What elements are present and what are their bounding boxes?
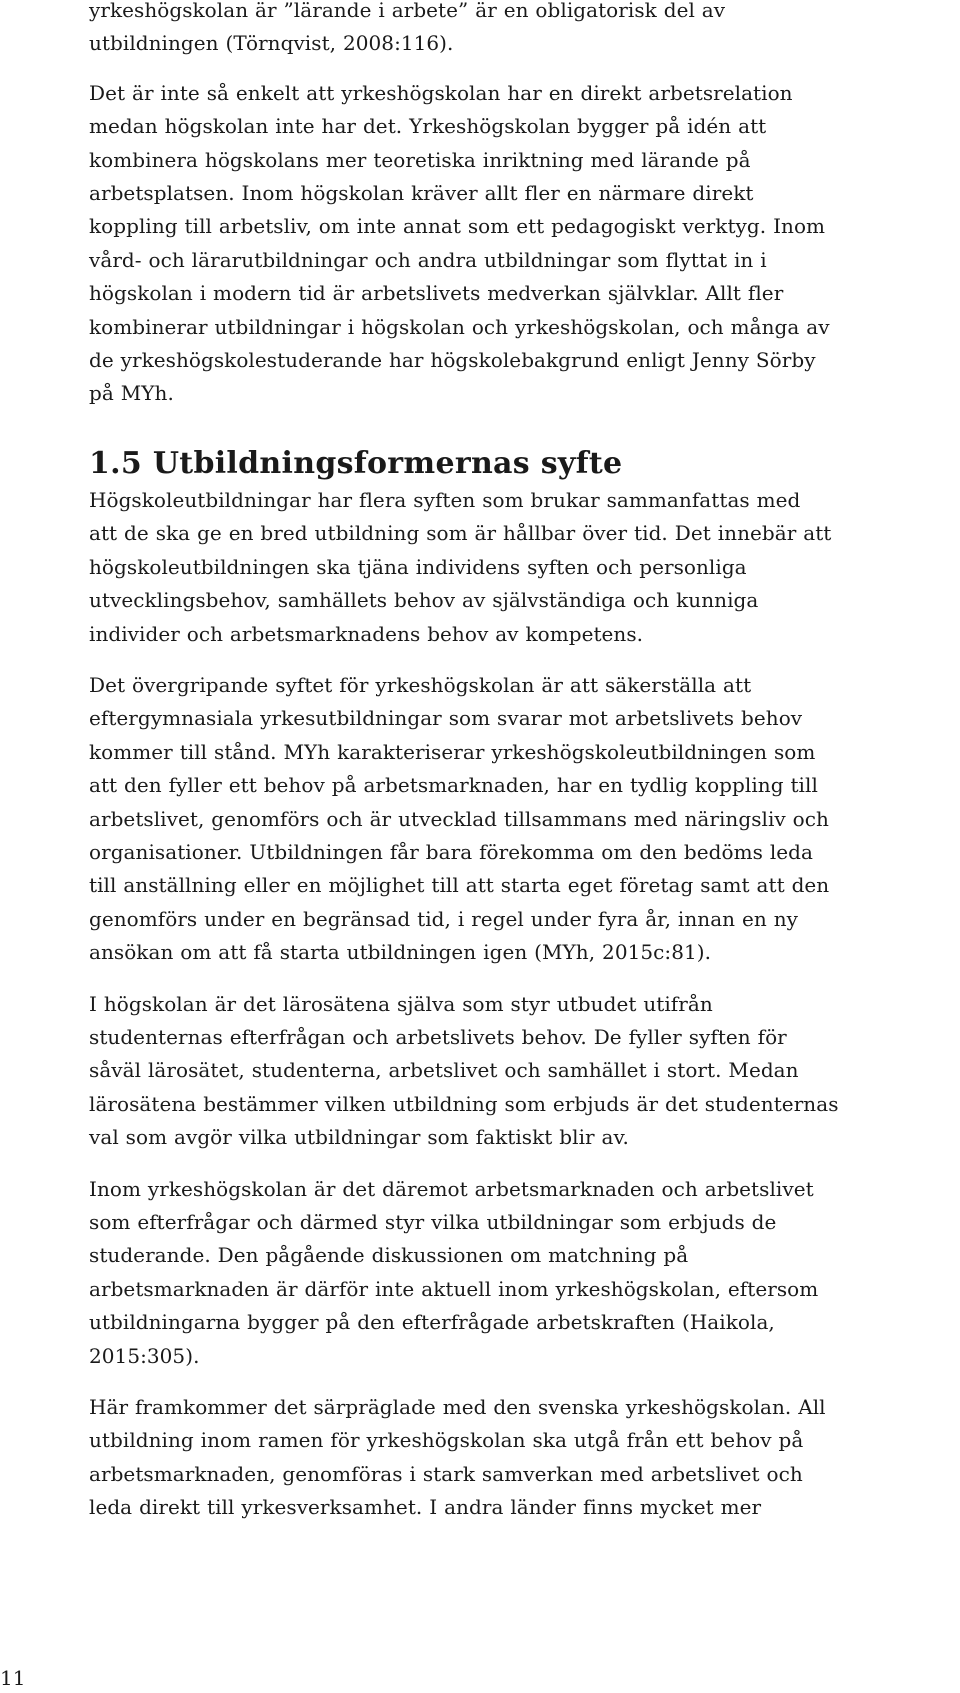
text-column [89, 0, 889, 1525]
text-line: såväl lärosätet, studenterna, arbetslivet och samhället i stort. Medan [89, 1058, 799, 1083]
text-line: I högskolan är det lärosätena själva som styr utbudet utifrån [89, 991, 713, 1016]
paragraph-yh-purpose [89, 669, 889, 970]
text-line: utbildningen (Törnqvist, 2008:116). [89, 31, 454, 56]
paragraph-university-purpose [89, 484, 889, 651]
text-line: Inom yrkeshögskolan är det däremot arbetsmarknaden och arbetslivet [89, 1176, 814, 1201]
text-line: ansökan om att få starta utbildningen igen (MYh, 2015c:81). [89, 940, 711, 965]
paragraph-swedish-distinctive [89, 1391, 889, 1525]
text-line: utvecklingsbehov, samhällets behov av självständiga och kunniga [89, 588, 759, 613]
paragraph-university-supply [89, 988, 889, 1155]
text-line: genomförs under en begränsad tid, i regel under fyra år, innan en ny [89, 906, 799, 931]
text-line: att den fyller ett behov på arbetsmarknaden, har en tydlig koppling till [89, 773, 818, 798]
text-line: lärosätena bestämmer vilken utbildning som erbjuds är det studenternas [89, 1091, 839, 1116]
paragraph-intro-continuation [89, 0, 889, 61]
text-line: som efterfrågar och därmed styr vilka utbildningar som erbjuds de [89, 1210, 777, 1234]
text-line: Det är inte så enkelt att yrkeshögskolan har en direkt arbetsrelation [89, 80, 793, 105]
text-line: på MYh. [89, 381, 174, 406]
text-line: medan högskolan inte har det. Yrkeshögskolan bygger på idén att [89, 114, 767, 139]
paragraph-yh-demand [89, 1173, 889, 1373]
text-line: leda direkt till yrkesverksamhet. I andra länder finns mycket mer [89, 1495, 762, 1520]
text-line: yrkeshögskolan är ”lärande i arbete” är en obligatorisk del av [89, 0, 726, 22]
paragraph-work-relation [89, 77, 889, 411]
text-line: val som avgör vilka utbildningar som faktiskt blir av. [89, 1125, 629, 1150]
text-line: högskoleutbildningen ska tjäna individens syften och personliga [89, 554, 747, 579]
text-line: att de ska ge en bred utbildning som är hållbar över tid. Det innebär att [89, 521, 832, 546]
page-number: 11 [0, 1666, 26, 1690]
text-line: Högskoleutbildningar har flera syften som brukar sammanfattas med [89, 487, 801, 512]
text-line: högskolan i modern tid är arbetslivets medverkan självklar. Allt fler [89, 281, 784, 306]
text-line: organisationer. Utbildningen får bara förekomma om den bedöms leda [89, 839, 813, 864]
section-heading: 1.5 Utbildningsformernas syfte [89, 445, 623, 481]
text-line: till anställning eller en möjlighet till att starta eget företag samt att den [89, 873, 830, 898]
text-line: arbetsmarknaden, genomföras i stark samverkan med arbetslivet och [89, 1461, 803, 1486]
text-line: de yrkeshögskolestuderande har högskolebakgrund enligt Jenny Sörby [89, 348, 816, 373]
text-line: Det övergripande syftet för yrkeshögskolan är att säkerställa att [89, 672, 752, 697]
text-line: arbetsplatsen. Inom högskolan kräver allt fler en närmare direkt [89, 181, 754, 206]
text-line: studenternas efterfrågan och arbetslivets behov. De fyller syften för [89, 1024, 787, 1049]
text-line: individer och arbetsmarknadens behov av kompetens. [89, 621, 644, 646]
text-line: kommer till stånd. MYh karakteriserar yrkeshögskoleutbildningen som [89, 739, 816, 764]
text-line: Här framkommer det särpräglade med den svenska yrkeshögskolan. All [89, 1395, 826, 1420]
text-line: koppling till arbetsliv, om inte annat som ett pedagogiskt verktyg. Inom [89, 214, 826, 239]
text-line: 2015:305). [89, 1343, 200, 1368]
text-line: utbildningarna bygger på den efterfrågade arbetskraften (Haikola, [89, 1310, 775, 1335]
text-line: vård- och lärarutbildningar och andra utbildningar som flyttat in i [89, 247, 767, 272]
text-line: eftergymnasiala yrkesutbildningar som svarar mot arbetslivets behov [89, 706, 803, 731]
text-line: kombinera högskolans mer teoretiska inriktning med lärande på [89, 147, 751, 172]
text-line: utbildning inom ramen för yrkeshögskolan ska utgå från ett behov på [89, 1428, 804, 1453]
text-line: arbetsmarknaden är därför inte aktuell inom yrkeshögskolan, eftersom [89, 1276, 819, 1301]
text-line: arbetslivet, genomförs och är utvecklad tillsammans med näringsliv och [89, 806, 829, 831]
text-line: kombinerar utbildningar i högskolan och yrkeshögskolan, och många av [89, 314, 830, 339]
text-line: studerande. Den pågående diskussionen om matchning på [89, 1243, 689, 1268]
